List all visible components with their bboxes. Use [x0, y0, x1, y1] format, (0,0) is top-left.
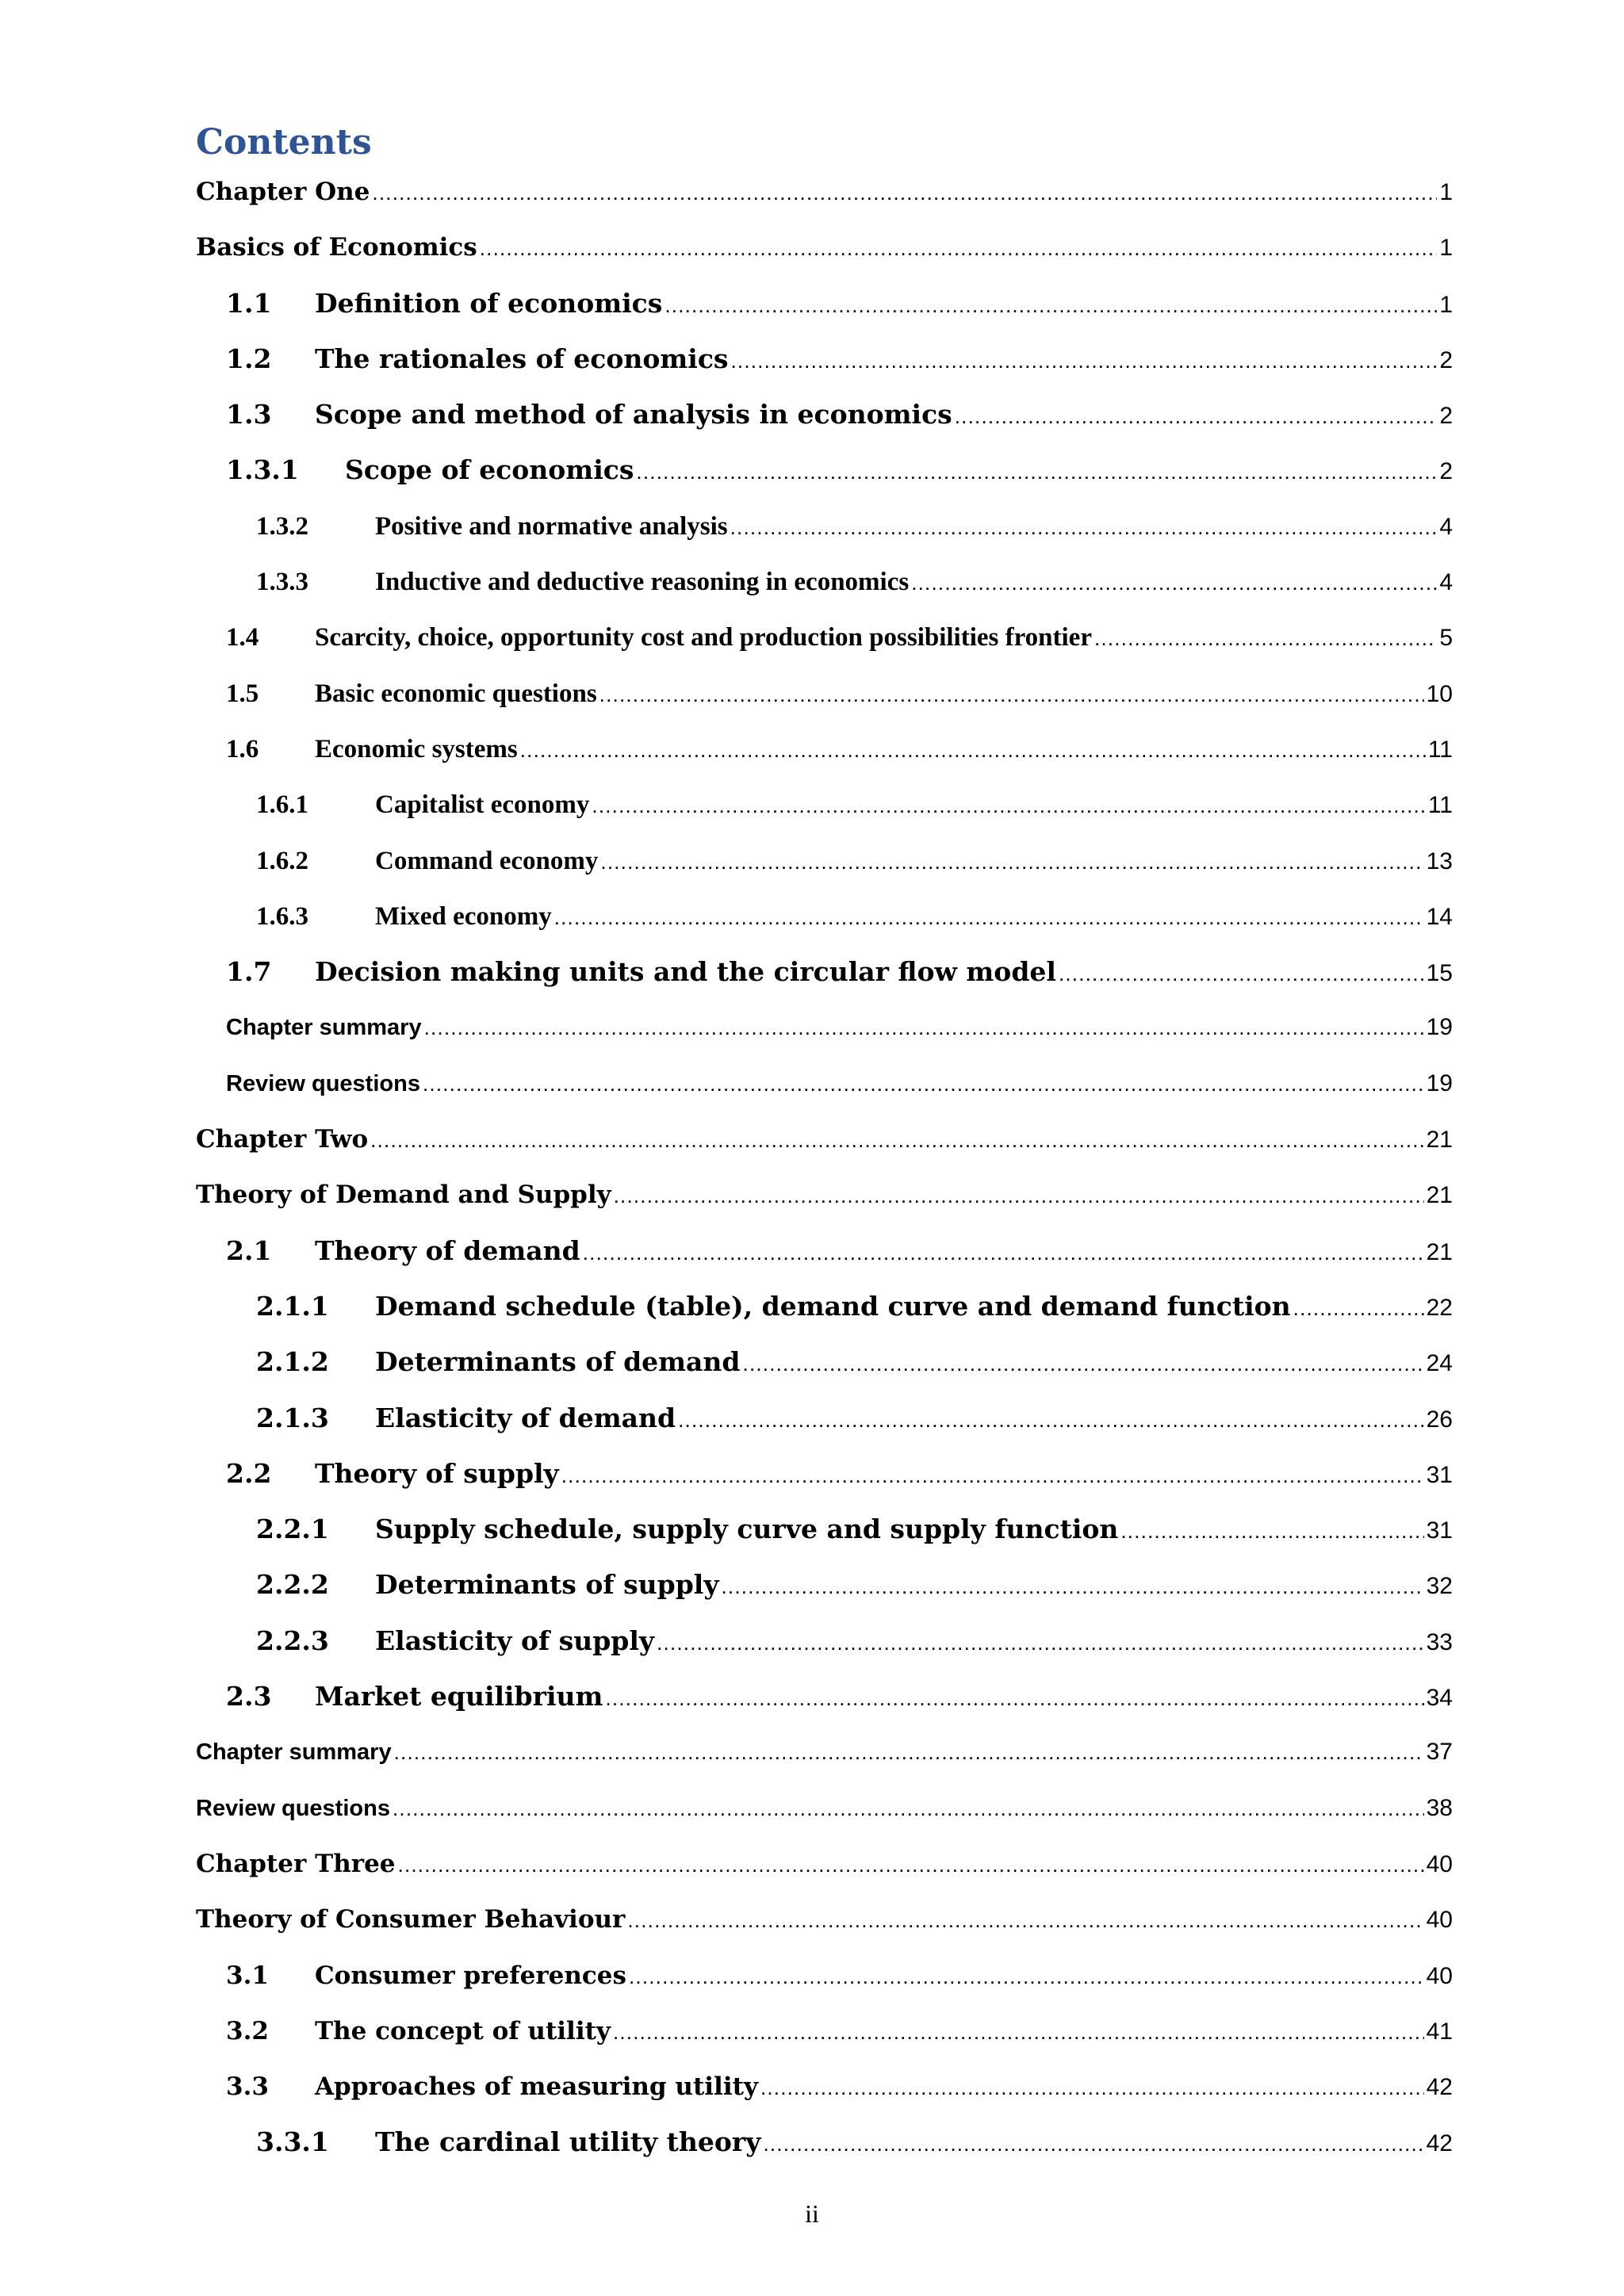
toc-entry-label: The cardinal utility theory [375, 2126, 761, 2158]
toc-entry-label: Elasticity of supply [375, 1624, 655, 1656]
toc-entry[interactable] [0, 837, 1624, 893]
toc-entry-number: 1.4 [226, 623, 259, 652]
toc-entry-row [226, 391, 1453, 438]
toc-entry-row [226, 335, 1453, 383]
toc-entry-page-number: 4 [1439, 513, 1453, 540]
page-number-footer: ii [805, 2199, 819, 2228]
toc-entry-row [226, 725, 1453, 773]
toc-entry-number: 2.3 [226, 1681, 272, 1712]
dot-leader [911, 559, 1437, 607]
toc-entry-label: Capitalist economy [375, 790, 590, 820]
toc-entry[interactable] [0, 2007, 1624, 2063]
toc-entry-page-number: 4 [1439, 569, 1453, 596]
dot-leader [731, 337, 1438, 385]
toc-entry-label: Command economy [375, 846, 599, 875]
toc-entry-page-number: 21 [1426, 1127, 1453, 1154]
toc-entry-page-number: 31 [1426, 1517, 1453, 1544]
toc-entry-row [256, 781, 1453, 828]
toc-entry-label: Chapter Two [196, 1125, 369, 1154]
toc-entry-number: 1.3.2 [256, 511, 308, 541]
toc-entry-number: 2.2.1 [256, 1513, 329, 1545]
toc-entry-row [226, 280, 1453, 327]
dot-leader [554, 894, 1424, 941]
toc-entry[interactable] [0, 2063, 1624, 2118]
dot-leader [605, 1674, 1423, 1722]
toc-entry[interactable] [0, 1395, 1624, 1450]
toc-entry-page-number: 19 [1426, 1014, 1453, 1041]
toc-entry[interactable] [0, 168, 1624, 224]
toc-entry-page-number: 19 [1426, 1070, 1453, 1096]
toc-entry-number: 1.2 [226, 342, 272, 374]
toc-entry-row [256, 1283, 1453, 1330]
dot-leader [1120, 1507, 1423, 1555]
dot-leader [627, 1896, 1423, 1944]
toc-entry-label: Chapter Three [196, 1849, 396, 1878]
toc-entry-page-number: 34 [1426, 1685, 1453, 1712]
toc-entry-page-number: 15 [1426, 960, 1453, 987]
toc-entry-row [256, 1395, 1453, 1442]
toc-entry-row [226, 1060, 1453, 1108]
toc-entry-row [196, 1728, 1453, 1776]
toc-entry-row [226, 1952, 1453, 1999]
toc-entry[interactable] [0, 1617, 1624, 1673]
dot-leader [398, 1841, 1424, 1888]
toc-entry-label: Basics of Economics [196, 233, 477, 262]
toc-entry-page-number: 21 [1426, 1182, 1453, 1209]
dot-leader [629, 1953, 1424, 2000]
dot-leader [423, 1060, 1424, 1108]
dot-leader [613, 2008, 1424, 2056]
dot-leader [561, 1452, 1424, 1499]
toc-entry-page-number: 33 [1426, 1628, 1453, 1655]
toc-entry[interactable] [0, 335, 1624, 391]
toc-entry-row [226, 446, 1453, 494]
toc-entry-page-number: 22 [1426, 1294, 1453, 1321]
toc-entry-row [256, 2118, 1453, 2166]
toc-entry-row [196, 1785, 1453, 1832]
toc-entry-page-number: 37 [1426, 1739, 1453, 1766]
toc-entry-number: 3.3 [226, 2072, 269, 2102]
toc-entry-label: Economic systems [315, 734, 518, 763]
toc-entry-label: Scarcity, choice, opportunity cost and production possibilities frontier [315, 623, 1092, 652]
dot-leader [599, 671, 1424, 718]
dot-leader [678, 1396, 1424, 1444]
toc-entry-page-number: 40 [1426, 1907, 1453, 1934]
toc-entry[interactable] [0, 948, 1624, 1004]
toc-entry[interactable] [0, 1060, 1624, 1115]
toc-entry-page-number: 1 [1439, 291, 1453, 318]
toc-entry-row [256, 837, 1453, 885]
toc-entry-label: Consumer preferences [315, 1961, 626, 1990]
toc-entry-page-number: 11 [1427, 736, 1453, 763]
toc-entry-page-number: 2 [1439, 458, 1453, 485]
toc-entry-row [196, 168, 1453, 216]
toc-entry-label: Inductive and deductive reasoning in economics [375, 568, 910, 597]
toc-entry-number: 1.6.2 [256, 846, 308, 875]
toc-entry-number: 1.3.1 [226, 454, 299, 486]
toc-entry-page-number: 14 [1426, 903, 1453, 930]
toc-entry-number: 2.2.3 [256, 1624, 329, 1656]
dot-leader [393, 1785, 1424, 1832]
dot-leader [763, 2120, 1423, 2168]
dot-leader [480, 224, 1438, 272]
toc-entry-label: The rationales of economics [315, 342, 729, 374]
dot-leader [592, 782, 1425, 829]
toc-entry-row [196, 1115, 1453, 1163]
toc-entry-number: 1.5 [226, 679, 259, 708]
toc-entry-label: Mixed economy [375, 901, 552, 931]
toc-entry-label: Theory of Consumer Behaviour [196, 1905, 626, 1934]
toc-entry-row [226, 1673, 1453, 1720]
toc-entry-label: Chapter summary [226, 1015, 422, 1041]
toc-entry[interactable] [0, 1450, 1624, 1506]
toc-entry-row [256, 893, 1453, 940]
toc-list [0, 168, 1624, 2175]
dot-leader [600, 838, 1423, 886]
toc-entry-row [226, 1450, 1453, 1498]
toc-entry[interactable] [0, 1171, 1624, 1226]
toc-entry-row [226, 1004, 1453, 1051]
toc-entry-number: 3.2 [226, 2016, 269, 2045]
dot-leader [1059, 950, 1424, 997]
toc-entry-row [256, 1338, 1453, 1386]
toc-entry-row [256, 1617, 1453, 1665]
toc-entry-number: 1.3.3 [256, 568, 308, 597]
dot-leader [760, 2064, 1424, 2111]
toc-entry-row [196, 1840, 1453, 1888]
toc-entry-label: Scope of economics [345, 454, 634, 486]
dot-leader [665, 281, 1437, 329]
toc-entry[interactable] [0, 280, 1624, 335]
toc-entry-row [226, 670, 1453, 718]
toc-entry-page-number: 21 [1426, 1238, 1453, 1265]
toc-entry-label: Definition of economics [315, 287, 663, 319]
toc-entry-row [196, 1896, 1453, 1943]
toc-entry-page-number: 31 [1426, 1461, 1453, 1488]
dot-leader [424, 1004, 1424, 1051]
toc-entry-page-number: 40 [1426, 1850, 1453, 1877]
toc-entry[interactable] [0, 1004, 1624, 1059]
dot-leader [614, 1172, 1424, 1219]
toc-entry-number: 2.1.2 [256, 1346, 329, 1378]
toc-entry-row [256, 1561, 1453, 1609]
toc-entry-number: 2.1 [226, 1234, 272, 1266]
toc-entry-page-number: 26 [1426, 1406, 1453, 1433]
toc-entry-number: 2.2.2 [256, 1569, 329, 1601]
dot-leader [730, 503, 1438, 551]
toc-entry-page-number: 32 [1426, 1573, 1453, 1600]
toc-entry[interactable] [0, 1840, 1624, 1896]
dot-leader [722, 1563, 1424, 1610]
toc-entry[interactable] [0, 1506, 1624, 1561]
toc-entry-row [256, 558, 1453, 606]
toc-entry-page-number: 42 [1426, 2074, 1453, 2101]
dot-leader [394, 1728, 1424, 1776]
toc-entry-row [256, 1506, 1453, 1553]
toc-entry[interactable] [0, 1952, 1624, 2007]
toc-entry[interactable] [0, 1115, 1624, 1171]
toc-entry[interactable] [0, 1728, 1624, 1784]
toc-entry[interactable] [0, 670, 1624, 725]
toc-entry-number: 2.2 [226, 1457, 272, 1489]
toc-entry[interactable] [0, 1896, 1624, 1951]
toc-entry-number: 1.3 [226, 399, 272, 430]
toc-entry-number: 1.6.3 [256, 901, 308, 931]
toc-entry-number: 3.3.1 [256, 2126, 329, 2158]
dot-leader [583, 1229, 1424, 1276]
toc-entry-row [196, 224, 1453, 271]
toc-entry[interactable] [0, 503, 1624, 558]
toc-entry-label: Market equilibrium [315, 1681, 603, 1712]
toc-entry-label: Chapter One [196, 178, 370, 206]
toc-entry-label: Determinants of supply [375, 1569, 719, 1601]
toc-entry-page-number: 24 [1426, 1350, 1453, 1377]
dot-leader [1293, 1284, 1424, 1332]
toc-entry[interactable] [0, 614, 1624, 669]
toc-entry-label: Basic economic questions [315, 679, 597, 708]
toc-entry-number: 1.6 [226, 734, 259, 763]
toc-entry-label: Supply schedule, supply curve and supply function [375, 1513, 1119, 1545]
toc-entry[interactable] [0, 781, 1624, 836]
toc-entry-label: Approaches of measuring utility [315, 2072, 758, 2102]
dot-leader [955, 392, 1438, 440]
toc-entry[interactable] [0, 558, 1624, 614]
toc-entry-label: Chapter summary [196, 1739, 392, 1766]
toc-entry-row [226, 614, 1453, 661]
toc-entry[interactable] [0, 1561, 1624, 1617]
dot-leader [636, 448, 1437, 496]
toc-entry[interactable] [0, 1785, 1624, 1840]
toc-entry-number: 1.6.1 [256, 790, 308, 820]
dot-leader [370, 1116, 1423, 1164]
toc-entry-number: 2.1.3 [256, 1402, 329, 1433]
toc-entry-label: Scope and method of analysis in economics [315, 399, 952, 430]
toc-entry-page-number: 42 [1426, 2130, 1453, 2157]
toc-entry-label: Decision making units and the circular flow model [315, 956, 1056, 988]
toc-entry-row [196, 1171, 1453, 1219]
toc-entry-label: The concept of utility [315, 2016, 611, 2045]
toc-entry-row [256, 503, 1453, 550]
toc-entry-label: Theory of supply [315, 1457, 559, 1489]
dot-leader [743, 1340, 1424, 1387]
toc-entry-number: 2.1.1 [256, 1290, 329, 1322]
dot-leader [657, 1619, 1424, 1667]
toc-entry-page-number: 38 [1426, 1794, 1453, 1821]
toc-entry-label: Theory of demand [315, 1234, 580, 1266]
toc-entry-page-number: 1 [1439, 179, 1453, 205]
dot-leader [520, 726, 1426, 774]
toc-title: Contents [196, 122, 372, 163]
toc-entry[interactable] [0, 446, 1624, 502]
toc-entry-label: Positive and normative analysis [375, 511, 728, 541]
toc-entry-page-number: 5 [1439, 625, 1453, 652]
toc-entry-label: Demand schedule (table), demand curve and demand function [375, 1290, 1291, 1322]
dot-leader [372, 169, 1437, 216]
toc-entry-row [226, 948, 1453, 996]
toc-entry-label: Elasticity of demand [375, 1402, 676, 1433]
toc-entry-page-number: 2 [1439, 346, 1453, 373]
toc-entry-page-number: 10 [1426, 680, 1453, 707]
toc-entry-number: 1.1 [226, 287, 272, 319]
toc-entry-number: 3.1 [226, 1961, 269, 1990]
toc-entry-label: Review questions [226, 1070, 420, 1096]
toc-entry-page-number: 13 [1426, 848, 1453, 874]
toc-entry-row [226, 1227, 1453, 1275]
toc-entry-row [226, 2007, 1453, 2055]
toc-entry-label: Determinants of demand [375, 1346, 741, 1378]
toc-entry[interactable] [0, 224, 1624, 279]
toc-entry-page-number: 11 [1427, 792, 1453, 819]
toc-entry-label: Theory of Demand and Supply [196, 1181, 611, 1210]
dot-leader [1094, 614, 1437, 662]
toc-entry[interactable] [0, 1673, 1624, 1728]
toc-entry[interactable] [0, 1283, 1624, 1338]
toc-entry-row [226, 2063, 1453, 2110]
toc-entry-label: Review questions [196, 1795, 390, 1821]
toc-entry[interactable] [0, 391, 1624, 446]
toc-entry-page-number: 40 [1426, 1962, 1453, 1989]
toc-entry-page-number: 1 [1439, 235, 1453, 262]
toc-entry[interactable] [0, 725, 1624, 781]
toc-entry-page-number: 41 [1426, 2018, 1453, 2045]
toc-entry[interactable] [0, 2118, 1624, 2174]
toc-entry[interactable] [0, 893, 1624, 948]
toc-entry-number: 1.7 [226, 956, 272, 988]
toc-entry[interactable] [0, 1338, 1624, 1394]
toc-entry[interactable] [0, 1227, 1624, 1283]
toc-entry-page-number: 2 [1439, 403, 1453, 430]
